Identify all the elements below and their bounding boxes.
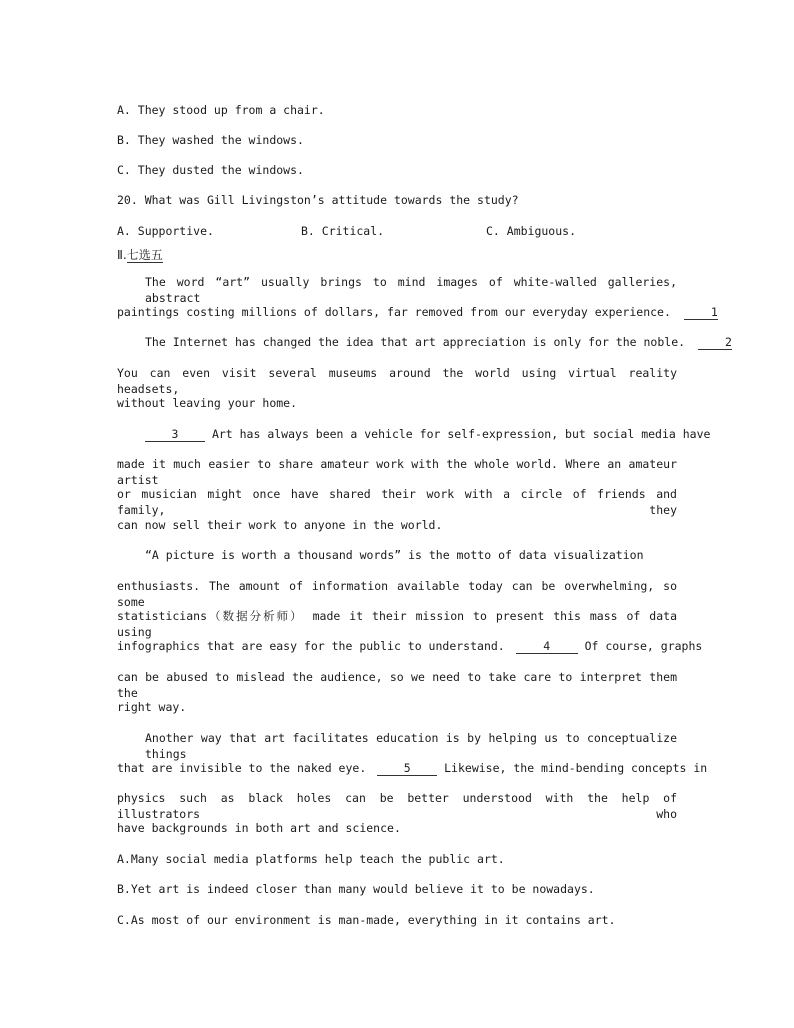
option-a: A.Many social media platforms help teach the public art.: [117, 852, 505, 866]
p3-line-1: [145, 426, 711, 442]
p3-line-1-text: Art has always been a vehicle for self-expression, but social media have: [211, 427, 711, 441]
p4-line-5: can be abused to mislead the audience, so we need to take care to interpret them the: [117, 670, 677, 700]
p1-line-2: [117, 304, 718, 320]
q19-option-c: C. They dusted the windows.: [117, 163, 304, 177]
p3-line-4: can now sell their work to anyone in the world.: [117, 518, 443, 532]
p5-line-2: [117, 760, 708, 776]
p1-line-1: The word “art” usually brings to mind images of white-walled galleries, abstract: [145, 275, 677, 305]
blank-5[interactable]: 5: [377, 761, 437, 776]
q20-question: 20. What was Gill Livingston’s attitude towards the study?: [117, 193, 519, 207]
p1-line-2-text: paintings costing millions of dollars, far removed from our everyday experience.: [117, 305, 671, 319]
p2-line-2: You can even visit several museums around the world using virtual reality headsets,: [117, 366, 677, 396]
p4-line-2: enthusiasts. The amount of information available today can be overwhelming, so some: [117, 579, 677, 609]
p5-line-2-text-a: that are invisible to the naked eye.: [117, 761, 367, 775]
option-b: B.Yet art is indeed closer than many would believe it to be nowadays.: [117, 882, 595, 896]
option-c: C.As most of our environment is man-made, everything in it contains art.: [117, 913, 616, 927]
p3-line-2: made it much easier to share amateur work with the whole world. Where an amateur artist: [117, 457, 677, 487]
p2-line-3: without leaving your home.: [117, 396, 298, 410]
q20-option-b: B. Critical.: [301, 224, 385, 238]
q19-option-a: A. They stood up from a chair.: [117, 103, 325, 117]
p4-line-4-text-a: infographics that are easy for the public to understand.: [117, 639, 505, 653]
blank-2[interactable]: 2: [698, 335, 732, 350]
p5-line-2-text-b: Likewise, the mind-bending concepts in: [444, 761, 708, 775]
section-number: Ⅱ.: [117, 248, 127, 262]
p4-line-1: “A picture is worth a thousand words” is the motto of data visualization: [145, 548, 644, 562]
p3-line-3: or musician might once have shared their work with a circle of friends and family, they: [117, 487, 677, 517]
section-title: 七选五: [126, 248, 163, 262]
section-heading: [117, 247, 677, 263]
p5-line-1: Another way that art facilitates education is by helping us to conceptualize things: [145, 731, 677, 761]
p4-line-3: statisticians（数据分析师） made it their mission to present this mass of data using: [117, 609, 677, 639]
p5-line-3: physics such as black holes can be better understood with the help of illustrators who: [117, 791, 677, 821]
q20-option-a: A. Supportive.: [117, 224, 214, 238]
blank-1[interactable]: 1: [684, 305, 718, 320]
q20-option-c: C. Ambiguous.: [486, 224, 577, 238]
p4-line-4: [117, 638, 703, 654]
p4-line-6: right way.: [117, 700, 187, 714]
p5-line-4: have backgrounds in both art and science.: [117, 821, 401, 835]
q19-option-b: B. They washed the windows.: [117, 133, 304, 147]
blank-3[interactable]: 3: [145, 427, 205, 442]
p2-line-1: [145, 334, 732, 350]
blank-4[interactable]: 4: [516, 639, 578, 654]
p2-line-1-text: The Internet has changed the idea that art appreciation is only for the noble.: [145, 335, 686, 349]
p4-line-4-text-b: Of course, graphs: [584, 639, 703, 653]
